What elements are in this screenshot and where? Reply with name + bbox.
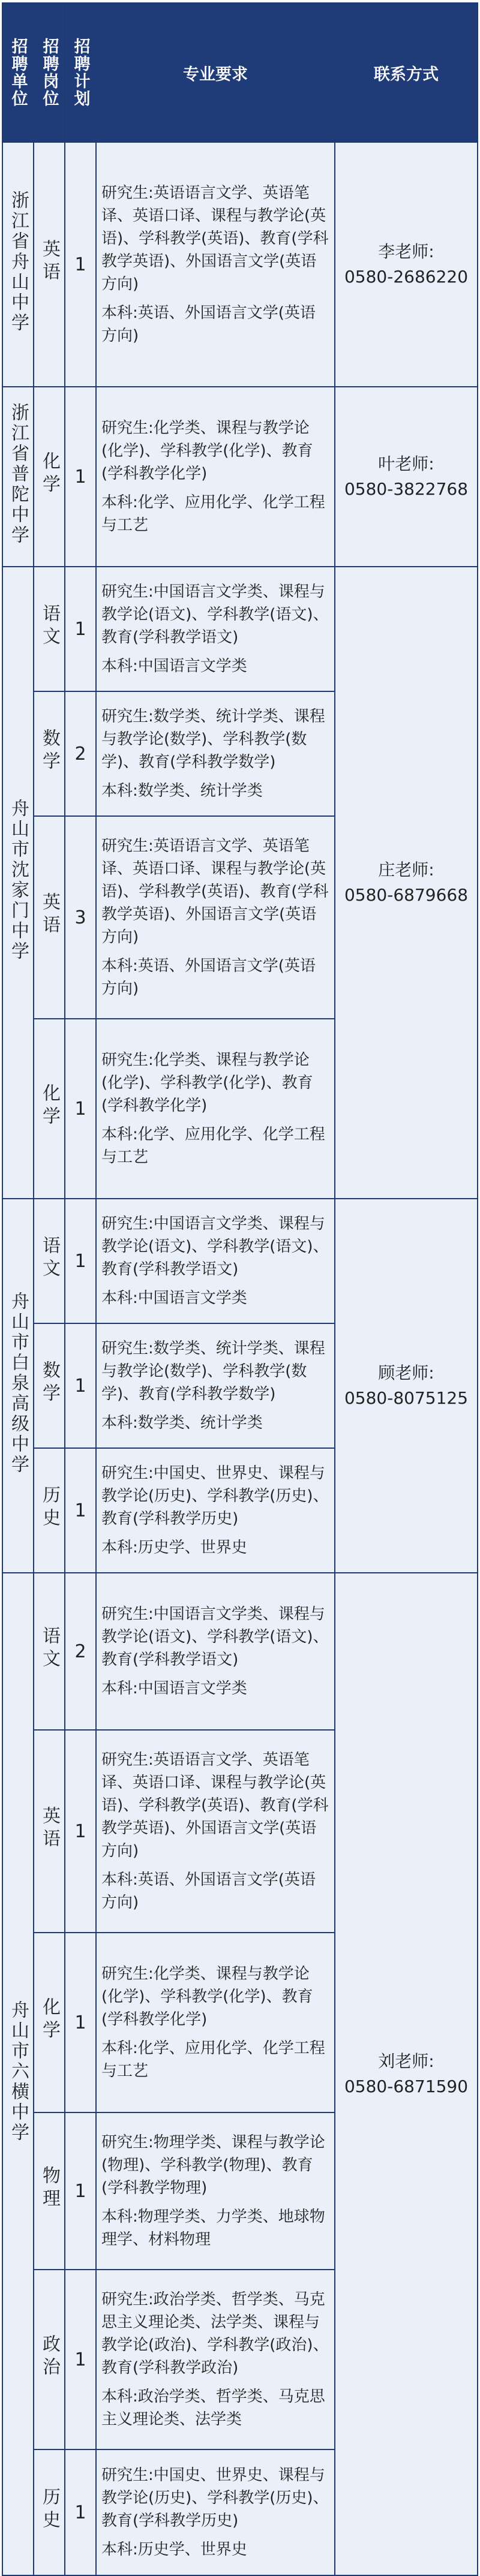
plan-count: 3 (65, 816, 96, 1019)
unit-cell (2, 142, 34, 387)
table-row (2, 142, 478, 387)
plan-count: 1 (65, 1448, 96, 1573)
contact-phone: 0580-8075125 (344, 1388, 469, 1408)
plan-count: 2 (65, 1573, 96, 1730)
graduate-requirement: 研究生:化学类、课程与教学论(化学)、学科教学(化学)、教育(学科教学化学) (101, 1965, 313, 2029)
position-cell (34, 691, 65, 816)
position-cell (34, 816, 65, 1019)
undergraduate-requirement: 本科:化学、应用化学、化学工程与工艺 (101, 493, 325, 534)
contact-phone: 0580-6879668 (344, 885, 469, 905)
graduate-requirement: 研究生:化学类、课程与教学论(化学)、学科教学(化学)、教育(学科教学化学) (101, 419, 313, 483)
graduate-requirement: 研究生:英语语言文学、英语笔译、英语口译、课程与教学论(英语)、学科教学(英语)、教育(学科教学英语)、外国语言文学(英语方向) (101, 184, 329, 293)
table-row (2, 1199, 478, 1323)
undergraduate-requirement: 本科:历史学、世界史 (101, 1539, 247, 1557)
position-name: 语文 (39, 1626, 60, 1672)
plan-count: 1 (65, 2112, 96, 2270)
requirement-cell (96, 142, 335, 387)
requirement-cell (96, 1933, 335, 2112)
table-body (2, 142, 478, 2575)
plan-count: 1 (65, 1933, 96, 2112)
requirement-cell (96, 2449, 335, 2575)
position-name: 政治 (39, 2334, 60, 2380)
unit-name: 舟山市白泉高级中学 (8, 1292, 29, 1475)
undergraduate-requirement: 本科:英语、外国语言文学(英语方向) (101, 304, 316, 345)
graduate-requirement: 研究生:中国语言文学类、课程与教学论(语文)、学科教学(语文)、教育(学科教学语文) (101, 1605, 329, 1669)
contact-name: 刘老师: (378, 2051, 434, 2071)
position-name: 化学 (39, 1084, 60, 1129)
requirement-cell (96, 2112, 335, 2270)
position-name: 数学 (39, 1361, 60, 1406)
header-row (2, 3, 478, 142)
contact-cell (335, 142, 478, 387)
requirement-cell (96, 1448, 335, 1573)
requirement-cell (96, 1730, 335, 1933)
header-position: 招聘岗位 (34, 3, 65, 142)
position-cell (34, 2449, 65, 2575)
undergraduate-requirement: 本科:英语、外国语言文学(英语方向) (101, 957, 316, 998)
unit-name: 浙江省普陀中学 (8, 403, 29, 546)
contact-cell (335, 387, 478, 567)
unit-cell (2, 1573, 34, 2575)
requirement-cell (96, 387, 335, 567)
undergraduate-requirement: 本科:历史学、世界史 (101, 2541, 247, 2559)
plan-count: 1 (65, 387, 96, 567)
graduate-requirement: 研究生:英语语言文学、英语笔译、英语口译、课程与教学论(英语)、学科教学(英语)、教育(学科教学英语)、外国语言文学(英语方向) (101, 837, 329, 946)
unit-cell (2, 567, 34, 1199)
position-name: 英语 (39, 1806, 60, 1852)
graduate-requirement: 研究生:化学类、课程与教学论(化学)、学科教学(化学)、教育(学科教学化学) (101, 1051, 313, 1115)
position-cell (34, 2270, 65, 2449)
graduate-requirement: 研究生:中国史、世界史、课程与教学论(历史)、学科教学(历史)、教育(学科教学历史) (101, 1464, 329, 1528)
unit-cell (2, 387, 34, 567)
requirement-cell (96, 1199, 335, 1323)
undergraduate-requirement: 本科:化学、应用化学、化学工程与工艺 (101, 2039, 325, 2080)
plan-count: 1 (65, 1199, 96, 1323)
header-unit: 招聘单位 (2, 3, 34, 142)
requirement-cell (96, 1573, 335, 1730)
undergraduate-requirement: 本科:物理学类、力学类、地球物理学、材料物理 (101, 2208, 325, 2249)
plan-count: 1 (65, 1730, 96, 1933)
contact-phone: 0580-2686220 (344, 267, 469, 287)
position-cell (34, 1933, 65, 2112)
undergraduate-requirement: 本科:化学、应用化学、化学工程与工艺 (101, 1126, 325, 1166)
table-row (2, 387, 478, 567)
graduate-requirement: 研究生:政治学类、哲学类、马克思主义理论类、法学类、课程与教学论(政治)、学科教学(政治)、教育(学科教学政治) (101, 2291, 329, 2377)
undergraduate-requirement: 本科:政治学类、哲学类、马克思主义理论类、法学类 (101, 2388, 325, 2428)
position-name: 英语 (39, 892, 60, 938)
plan-count: 1 (65, 2449, 96, 2575)
graduate-requirement: 研究生:数学类、统计学类、课程与教学论(数学)、学科教学(数学)、教育(学科教学数学) (101, 708, 325, 771)
header-plan: 招聘计划 (65, 3, 96, 142)
position-name: 化学 (39, 452, 60, 497)
contact-name: 庄老师: (378, 860, 434, 880)
plan-count: 1 (65, 142, 96, 387)
plan-count: 2 (65, 691, 96, 816)
graduate-requirement: 研究生:数学类、统计学类、课程与教学论(数学)、学科教学(数学)、教育(学科教学数学) (101, 1340, 325, 1403)
unit-name: 舟山市六横中学 (8, 2000, 29, 2143)
position-cell (34, 1323, 65, 1448)
requirement-cell (96, 1323, 335, 1448)
position-cell (34, 1730, 65, 1933)
position-cell (34, 1573, 65, 1730)
undergraduate-requirement: 本科:中国语言文学类 (101, 657, 247, 675)
contact-name: 顾老师: (378, 1363, 434, 1383)
undergraduate-requirement: 本科:数学类、统计学类 (101, 782, 263, 800)
unit-name: 舟山市沈家门中学 (8, 799, 29, 962)
plan-count: 1 (65, 1019, 96, 1199)
position-name: 英语 (39, 239, 60, 285)
undergraduate-requirement: 本科:中国语言文学类 (101, 1680, 247, 1698)
position-name: 数学 (39, 729, 60, 774)
position-cell (34, 387, 65, 567)
position-name: 语文 (39, 604, 60, 649)
position-cell (34, 1448, 65, 1573)
graduate-requirement: 研究生:英语语言文学、英语笔译、英语口译、课程与教学论(英语)、学科教学(英语)、教育(学科教学英语)、外国语言文学(英语方向) (101, 1751, 329, 1860)
table-row (2, 567, 478, 691)
position-name: 化学 (39, 1997, 60, 2043)
contact-cell (335, 567, 478, 1199)
contact-name: 李老师: (378, 242, 434, 261)
contact-cell (335, 1199, 478, 1573)
undergraduate-requirement: 本科:数学类、统计学类 (101, 1414, 263, 1432)
contact-name: 叶老师: (378, 454, 434, 474)
graduate-requirement: 研究生:中国语言文学类、课程与教学论(语文)、学科教学(语文)、教育(学科教学语文) (101, 583, 329, 646)
requirement-cell (96, 1019, 335, 1199)
position-cell (34, 567, 65, 691)
requirement-cell (96, 816, 335, 1019)
table-row (2, 1573, 478, 1730)
plan-count: 1 (65, 567, 96, 691)
graduate-requirement: 研究生:物理学类、课程与教学论(物理)、学科教学(物理)、教育(学科教学物理) (101, 2133, 325, 2197)
requirement-cell (96, 567, 335, 691)
graduate-requirement: 研究生:中国史、世界史、课程与教学论(历史)、学科教学(历史)、教育(学科教学历史) (101, 2466, 329, 2530)
unit-cell (2, 1199, 34, 1573)
plan-count: 1 (65, 1323, 96, 1448)
requirement-cell (96, 691, 335, 816)
position-cell (34, 1019, 65, 1199)
position-cell (34, 142, 65, 387)
undergraduate-requirement: 本科:英语、外国语言文学(英语方向) (101, 1871, 316, 1912)
position-name: 语文 (39, 1236, 60, 1281)
contact-phone: 0580-6871590 (344, 2077, 469, 2096)
position-name: 历史 (39, 1485, 60, 1531)
unit-name: 浙江省舟山中学 (8, 191, 29, 333)
contact-phone: 0580-3822768 (344, 479, 469, 499)
graduate-requirement: 研究生:中国语言文学类、课程与教学论(语文)、学科教学(语文)、教育(学科教学语文) (101, 1215, 329, 1278)
position-name: 历史 (39, 2487, 60, 2533)
contact-cell (335, 1573, 478, 2575)
position-cell (34, 2112, 65, 2270)
plan-count: 1 (65, 2270, 96, 2449)
requirement-cell (96, 2270, 335, 2449)
header-contact: 联系方式 (335, 3, 478, 142)
position-name: 物理 (39, 2166, 60, 2211)
header-requirement: 专业要求 (96, 3, 335, 142)
position-cell (34, 1199, 65, 1323)
recruitment-table (2, 2, 478, 2576)
undergraduate-requirement: 本科:中国语言文学类 (101, 1289, 247, 1307)
